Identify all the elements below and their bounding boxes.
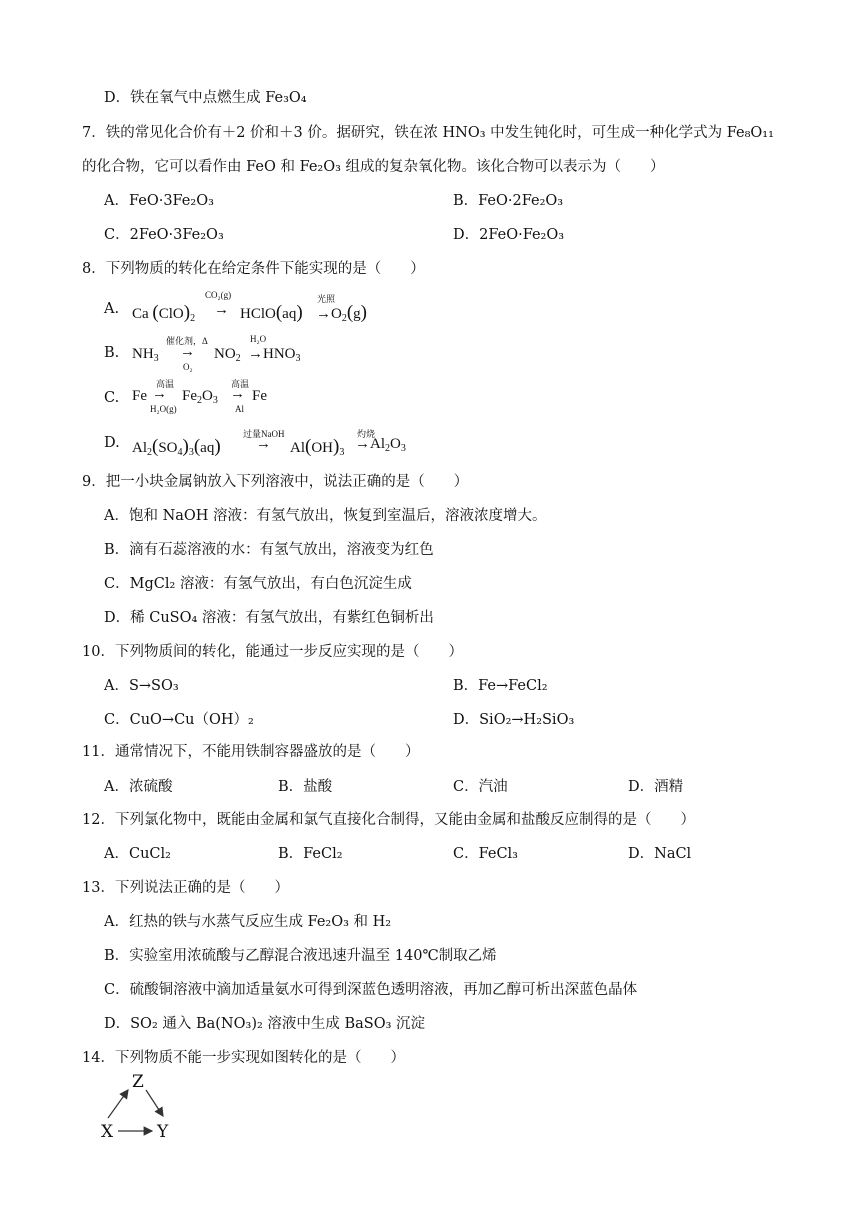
q8-b-arrow2: $\to HNO_3$ [248, 346, 301, 364]
q12-option-d: D．NaCl [628, 846, 692, 862]
q10-option-a: A．S→SO₃ [104, 678, 179, 694]
q8-c-product2: Fe [252, 388, 267, 404]
q12-option-a: A．CuCl₂ [104, 846, 171, 862]
q8-c-product1: $Fe_2O_3$ [182, 388, 218, 406]
q13-option-d: D．SO₂ 通入 Ba(NO₃)₂ 溶液中生成 BaSO₃ 沉淀 [104, 1016, 426, 1032]
q8-a-arrow1-condition: CO₂(g) [205, 290, 232, 300]
q7-stem-line2: 的化合物，它可以看作由 FeO 和 Fe₂O₃ 组成的复杂氧化物。该化合物可以表示为（ ） [82, 159, 665, 175]
q14-stem: 14．下列物质不能一步实现如图转化的是（ ） [82, 1050, 405, 1066]
q8-stem: 8．下列物质的转化在给定条件下能实现的是（ ） [82, 261, 425, 277]
q8-a-arrow1: → [214, 302, 229, 318]
q13-option-a: A．红热的铁与水蒸气反应生成 Fe₂O₃ 和 H₂ [104, 914, 392, 930]
arrow-z-to-y [146, 1090, 163, 1116]
q10-stem: 10．下列物质间的转化，能通过一步反应实现的是（ ） [82, 644, 463, 660]
q8-c-arrow1-condition: 高温 [156, 379, 175, 389]
q8-a-arrow2-condition: 光照 [317, 294, 336, 304]
q8-c-arrow1: → [152, 386, 167, 402]
q11-option-a: A．浓硫酸 [104, 779, 173, 795]
q8-c-arrow2-reagent: Al [235, 404, 244, 414]
q8-b-product1: $NO_2$ [214, 346, 241, 364]
q8-b-arrow1-reagent: O₂ [183, 362, 193, 372]
q8-d-arrow1-condition: 过量NaOH [243, 429, 285, 439]
q8-a-arrow2: $\to O_2(g)$ [316, 302, 367, 324]
q12-stem: 12．下列氯化物中，既能由金属和氯气直接化合制得，又能由金属和盐酸反应制得的是（ ） [82, 812, 695, 828]
q13-option-c: C．硫酸铜溶液中滴加适量氨水可得到深蓝色透明溶液，再加乙醇可析出深蓝色晶体 [104, 982, 638, 998]
q8-d-arrow2: $\to Al_2O_3$ [355, 436, 406, 454]
q8-b-arrow1-condition: 催化剂，Δ [166, 336, 208, 346]
q8-c-arrow2: → [230, 386, 245, 402]
arrow-x-to-z [108, 1090, 128, 1118]
q8-d-label: D. [104, 435, 120, 451]
q9-option-a: A．饱和 NaOH 溶液：有氢气放出，恢复到室温后，溶液浓度增大。 [104, 508, 547, 524]
q8-d-product1: $Al(OH)_3$ [290, 436, 345, 458]
q9-stem: 9．把一小块金属钠放入下列溶液中，说法正确的是（ ） [82, 474, 469, 490]
q7-stem-line1: 7．铁的常见化合价有＋2 价和＋3 价。据研究，铁在浓 HNO₃ 中发生钝化时，可生成一种化学式为 Fe₈O₁₁ [82, 125, 774, 141]
q14-node-x: X [101, 1122, 114, 1142]
q8-b-reactant: $NH_3$ [132, 346, 159, 364]
q14-node-z: Z [132, 1072, 144, 1092]
q14-node-y: Y [157, 1122, 169, 1142]
q8-a-label: A. [104, 301, 120, 317]
q7-option-b: B．FeO·2Fe₂O₃ [453, 193, 564, 209]
q8-a-product1: HClO(aq) [240, 302, 303, 323]
q8-c-arrow1-reagent: H₂O(g) [150, 404, 177, 414]
q8-b-label: B. [104, 345, 120, 361]
q13-stem: 13．下列说法正确的是（ ） [82, 880, 289, 896]
q10-option-b: B．Fe→FeCl₂ [453, 678, 548, 694]
q11-stem: 11．通常情况下，不能用铁制容器盛放的是（ ） [82, 744, 420, 760]
q8-b-arrow2-condition: H₂O [250, 334, 267, 344]
q6-option-d: D．铁在氧气中点燃生成 Fe₃O₄ [104, 90, 307, 106]
q8-d-reactant: $Al_2(SO_4)_3(aq)$ [132, 436, 221, 458]
q11-option-b: B．盐酸 [278, 779, 333, 795]
q11-option-c: C．汽油 [453, 779, 508, 795]
q10-option-c: C．CuO→Cu（OH）₂ [104, 712, 254, 728]
q9-option-d: D．稀 CuSO₄ 溶液：有氢气放出，有紫红色铜析出 [104, 610, 434, 626]
q7-option-a: A．FeO·3Fe₂O₃ [104, 193, 214, 209]
q7-option-d: D．2FeO·Fe₂O₃ [453, 227, 565, 243]
q8-d-arrow2-condition: 灼烧 [357, 429, 376, 439]
q13-option-b: B．实验室用浓硫酸与乙醇混合液迅速升温至 140℃制取乙烯 [104, 948, 497, 964]
q8-c-reactant: Fe [132, 388, 147, 404]
q8-b-arrow1: → [180, 344, 195, 360]
q12-option-b: B．FeCl₂ [278, 846, 343, 862]
q8-c-arrow2-condition: 高温 [231, 379, 250, 389]
q11-option-d: D．酒精 [628, 779, 684, 795]
q10-option-d: D．SiO₂→H₂SiO₃ [453, 712, 575, 728]
q9-option-c: C．MgCl₂ 溶液：有氢气放出，有白色沉淀生成 [104, 576, 412, 592]
q8-a-reactant: Ca $(ClO)_2$ [132, 302, 196, 324]
q9-option-b: B．滴有石蕊溶液的水：有氢气放出，溶液变为红色 [104, 542, 434, 558]
q8-c-label: C. [104, 390, 120, 406]
q8-d-arrow1: → [256, 436, 271, 452]
q7-option-c: C．2FeO·3Fe₂O₃ [104, 227, 224, 243]
q12-option-c: C．FeCl₃ [453, 846, 518, 862]
